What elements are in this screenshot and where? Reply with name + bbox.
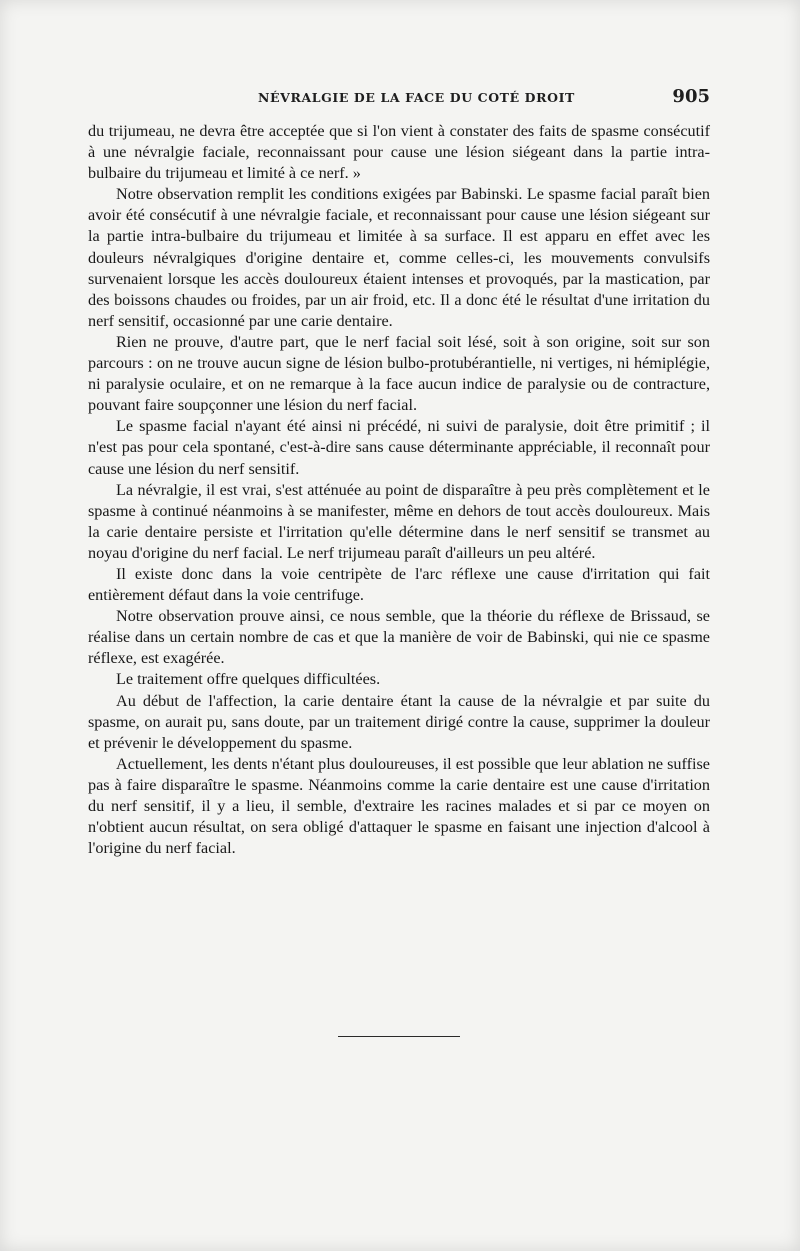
paragraph: Au début de l'affection, la carie dentaire étant la cause de la névralgie et par suite du spasme, on aurait pu, sans doute, par un traitement dirigé contre la cause, supprimer la douleur et prévenir le développement du spasme. [88,691,710,752]
paragraph: La névralgie, il est vrai, s'est atténuée au point de disparaître à peu près complètement et le spasme à continué néanmoins à se manifester, même en dehors de tout accès douloureux. Mais la carie dentaire persiste et l'irritation qu'elle détermine dans le nerf sensitif se transmet au noyau d'origine du nerf facial. Le nerf trijumeau paraît d'ailleurs un peu altéré. [88,480,710,562]
paragraph: Notre observation prouve ainsi, ce nous semble, que la théorie du réflexe de Brissaud, se réalise dans un certain nombre de cas et que la manière de voir de Babinski, qui nie ce spasme réflexe, est exagérée. [88,607,710,668]
paragraph: Le spasme facial n'ayant été ainsi ni précédé, ni suivi de paralysie, doit être primitif ; il n'est pas pour cela spontané, c'est-à-dire sans cause déterminante appréciable, il reconnaît pour cause une lésion du nerf sensitif. [88,417,710,478]
end-rule [338,1036,460,1037]
running-head [88,86,710,110]
paragraph: Le traitement offre quelques difficultées. [116,670,381,689]
paragraph: du trijumeau, ne devra être acceptée que si l'on vient à constater des faits de spasme consécutif à une névralgie faciale, reconnaissant pour cause une lésion siégeant dans la partie intra-bulbaire du trijumeau et limité à ce nerf. » [88,122,710,183]
paragraph: Actuellement, les dents n'étant plus douloureuses, il est possible que leur ablation ne suffise pas à faire disparaître le spasme. Néanmoins comme la carie dentaire est une cause d'irritation du nerf sensitif, il y a lieu, il semble, d'extraire les racines malades et si par ce moyen on n'obtient aucun résultat, on sera obligé d'attaquer le spasme en faisant une injection d'alcool à l'origine du nerf facial. [88,754,710,858]
running-title: NÉVRALGIE DE LA FACE DU COTÉ DROIT [258,90,575,105]
paragraph: Il existe donc dans la voie centripète de l'arc réflexe une cause d'irritation qui fait entièrement défaut dans la voie centrifuge. [88,564,710,605]
page-number: 905 [672,86,710,107]
body-text [88,121,710,859]
paragraph: Rien ne prouve, d'autre part, que le nerf facial soit lésé, soit à son origine, soit sur son parcours : on ne trouve aucun signe de lésion bulbo-protubérantielle, ni vertiges, ni hémiplégie, ni paralysie oculaire, et on ne remarque à la face aucun indice de paralysie ou de contracture, pouvant faire soupçonner une lésion du nerf facial. [88,332,710,415]
paragraph: Notre observation remplit les conditions exigées par Babinski. Le spasme facial paraît bien avoir été consécutif à une névralgie faciale, et reconnaissant pour cause une lésion siégeant sur la partie intra-bulbaire du trijumeau et limitée à sa surface. Il est apparu en effet avec les douleurs névralgiques d'origine dentaire et, comme celles-ci, les mouvements convulsifs survenaient lorsque les accès douloureux étaient intenses et provoqués, par la mastication, par des boissons chaudes ou froides, par un air froid, etc. Il a donc été le résultat d'une irritation du nerf sensitif, occasionné par une carie dentaire. [88,185,710,330]
